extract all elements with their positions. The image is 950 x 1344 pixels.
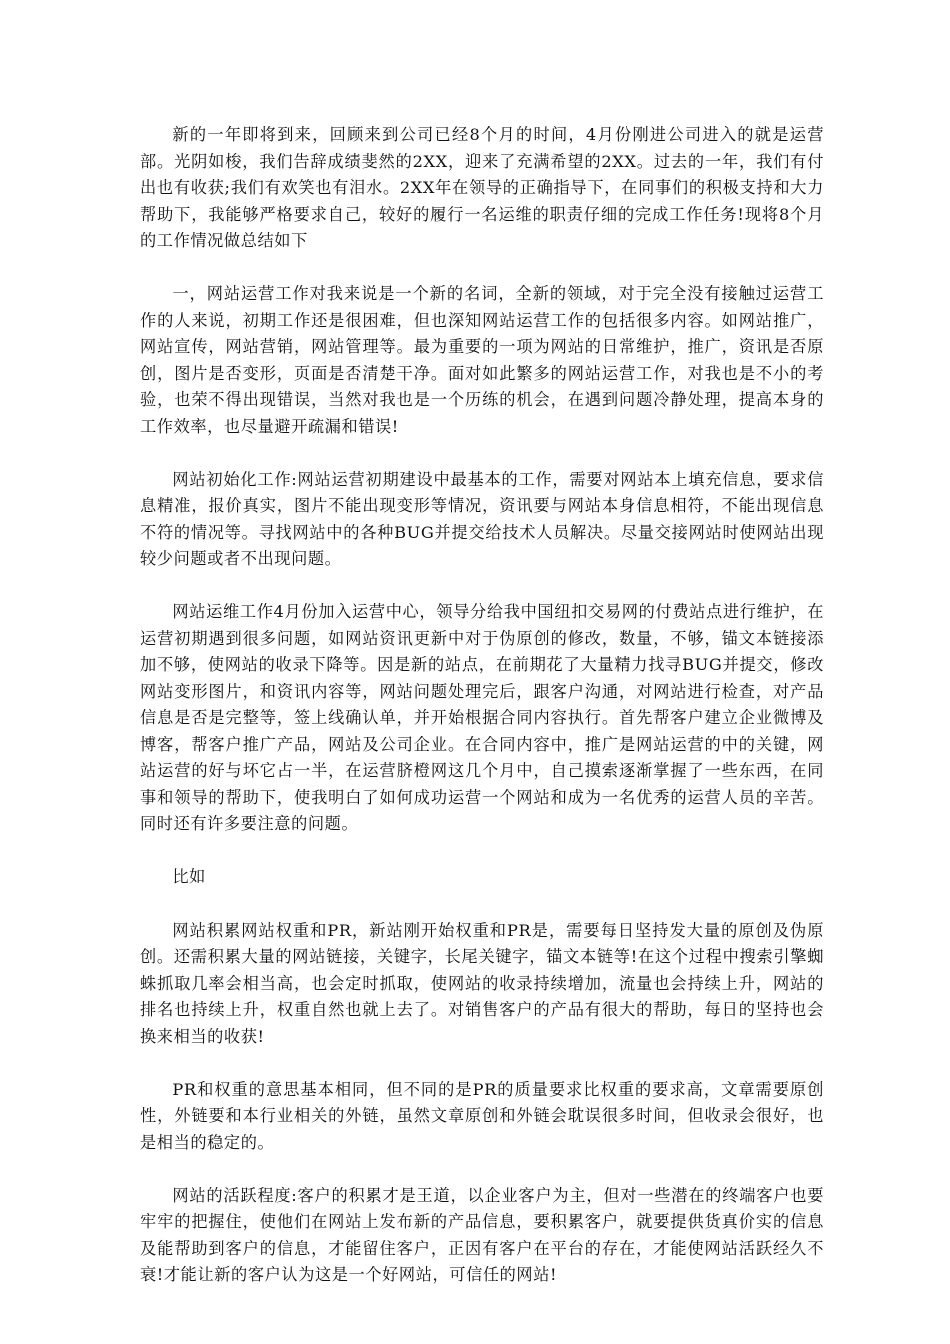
paragraph-site-activity: 网站的活跃程度:客户的积累才是王道，以企业客户为主，但对一些潜在的终端客户也要牢牢的把握住，使他们在网站上发布新的产品信息，要积累客户，就要提供货真价实的信息及能帮助到客户的信息，才能留住客户，正因有客户在平台的存在，才能使网站活跃经久不衰!才能让新的客户认为这是一个好网站，可信任的网站! (140, 1185, 824, 1284)
paragraph-website-initialization: 网站初始化工作:网站运营初期建设中最基本的工作，需要对网站本上填充信息，要求信息精准，报价真实，图片不能出现变形等情况，资讯要与网站本身信息相符，不能出现信息不符的情况等。寻找网站中的各种BUG并提交给技术人员解决。尽量交接网站时使网站出现较少问题或者不出现问题。 (140, 469, 824, 568)
paragraph-weight-and-pr: 网站积累网站权重和PR，新站刚开始权重和PR是，需要每日坚持发大量的原创及伪原创。还需积累大量的网站链接，关键字，长尾关键字，锚文本链等!在这个过程中搜索引擎蜘蛛抓取几率会相当高，也会定时抓取，使网站的收录持续增加，流量也会持续上升，网站的排名也持续上升，权重自然也就上去了。对销售客户的产品有很大的帮助，每日的坚持也会换来相当的收获! (140, 920, 824, 1046)
paragraph-website-maintenance: 网站运维工作4月份加入运营中心，领导分给我中国纽扣交易网的付费站点进行维护，在运营初期遇到很多问题，如网站资讯更新中对于伪原创的修改，数量，不够，锚文本链接添加不够，使网站的收录下降等。因是新的站点，在前期花了大量精力找寻BUG并提交，修改网站变形图片，和资讯内容等，网站问题处理完后，跟客户沟通，对网站进行检查，对产品信息是否是完整等，签上线确认单，并开始根据合同内容执行。首先帮客户建立企业微博及博客，帮客户推广产品，网站及公司企业。在合同内容中，推广是网站运营的中的关键，网站运营的好与坏它占一半，在运营脐橙网这几个月中，自己摸索逐渐掌握了一些东西，在同事和领导的帮助下，使我明白了如何成功运营一个网站和成为一名优秀的运营人员的辛苦。同时还有许多要注意的问题。 (140, 602, 824, 833)
paragraph-website-operation: 一，网站运营工作对我来说是一个新的名词，全新的领域，对于完全没有接触过运营工作的人来说，初期工作还是很困难，但也深知网站运营工作的包括很多内容。如网站推广，网站宣传，网站营销，网站管理等。最为重要的一项为网站的日常维护，推广，资讯是否原创，图片是否变形，页面是否清楚干净。面对如此繁多的网站运营工作，对我也是不小的考验，也荣不得出现错误，当然对我也是一个历练的机会，在遇到问题冷静处理，提高本身的工作效率，也尽量避开疏漏和错误! (140, 284, 824, 436)
paragraph-for-example: 比如 (172, 867, 206, 886)
document-body (140, 122, 824, 1315)
paragraph-intro: 新的一年即将到来，回顾来到公司已经8个月的时间，4月份刚进公司进入的就是运营部。光阴如梭，我们告辞成绩斐然的2XX，迎来了充满希望的2XX。过去的一年，我们有付出也有收获;我们有欢笑也有泪水。2XX年在领导的正确指导下，在同事们的积极支持和大力帮助下，我能够严格要求自己，较好的履行一名运维的职责仔细的完成工作任务!现将8个月的工作情况做总结如下 (140, 125, 824, 250)
paragraph-pr-vs-weight: PR和权重的意思基本相同，但不同的是PR的质量要求比权重的要求高，文章需要原创性，外链要和本行业相关的外链，虽然文章原创和外链会耽误很多时间，但收录会很好，也是相当的稳定的。 (140, 1079, 824, 1152)
